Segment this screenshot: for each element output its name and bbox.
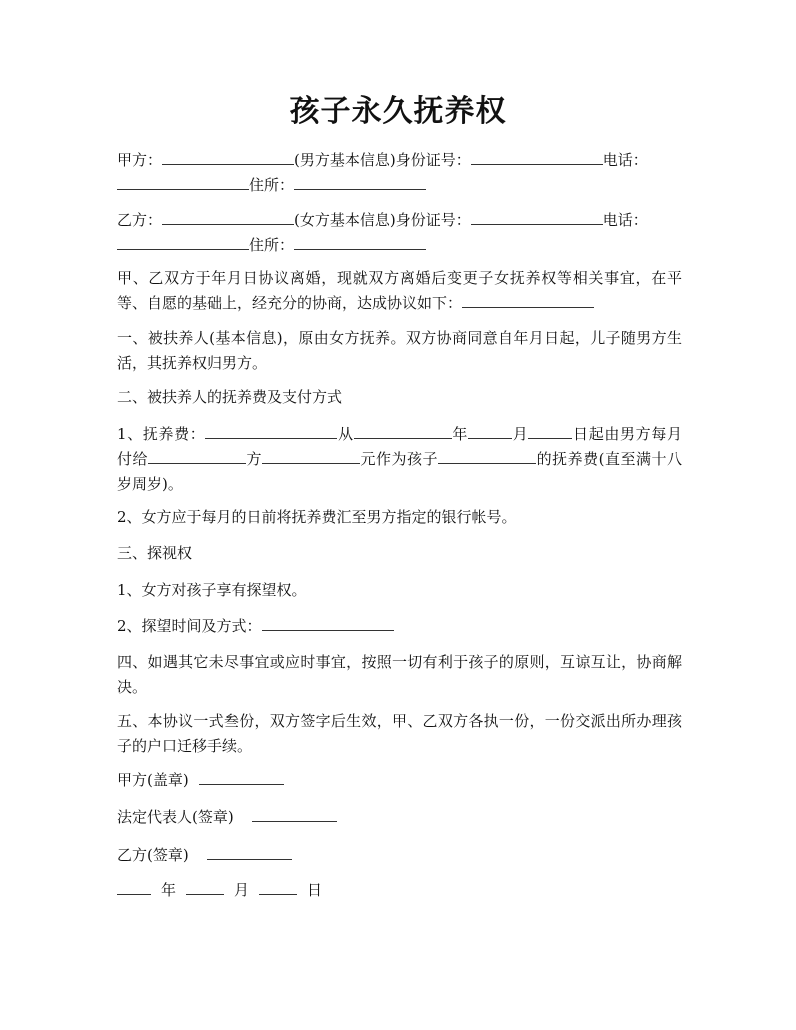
document-title: 孩子永久抚养权 xyxy=(289,94,507,129)
fee-end: 的抚养费(直至满十八岁周岁)。 xyxy=(117,450,682,493)
fee-day-text: 日起由男方每月付给 xyxy=(117,425,682,468)
fee-paragraph xyxy=(117,422,682,497)
fee-value-blank[interactable] xyxy=(262,447,360,464)
party-a-role: (男方基本信息)身份证号： xyxy=(294,151,471,169)
party-b-label: 乙方： xyxy=(117,211,163,229)
party-b-role: (女方基本信息)身份证号： xyxy=(294,211,471,229)
party-b-phone-label: 电话： xyxy=(602,211,648,229)
sign-representative-blank[interactable] xyxy=(252,805,337,822)
intro-blank[interactable] xyxy=(462,291,594,308)
party-b-phone-blank[interactable] xyxy=(117,233,249,250)
fee-as-child: 元作为孩子 xyxy=(360,450,439,468)
clause-1: 一、被扶养人(基本信息)，原由女方抚养。双方协商同意自年月日起，儿子随男方生活，其抚养权归男方。 xyxy=(117,329,682,372)
sign-party-a-blank[interactable] xyxy=(199,768,284,785)
fee-month: 月 xyxy=(512,425,529,443)
fee-child-name-blank[interactable] xyxy=(438,447,536,464)
sign-party-b-blank[interactable] xyxy=(207,843,292,860)
party-b-address-blank[interactable] xyxy=(294,233,426,250)
date-year-blank[interactable] xyxy=(117,878,151,895)
party-a-phone-label: 电话： xyxy=(602,151,648,169)
party-a-name-blank[interactable] xyxy=(162,148,294,165)
clause-3-heading: 三、探视权 xyxy=(117,544,193,562)
date-month-label: 月 xyxy=(234,881,250,899)
clause-2-heading: 二、被扶养人的抚养费及支付方式 xyxy=(117,388,343,406)
party-a-address-blank[interactable] xyxy=(294,173,426,190)
sign-party-a-label: 甲方(盖章) xyxy=(117,771,189,789)
visit-time-blank[interactable] xyxy=(262,614,394,631)
visit-clause-1: 1、女方对孩子享有探望权。 xyxy=(117,581,307,599)
fee-day-blank[interactable] xyxy=(528,422,572,439)
fee-label: 1、抚养费： xyxy=(117,425,206,443)
party-a-id-blank[interactable] xyxy=(471,148,603,165)
date-year-label: 年 xyxy=(161,881,177,899)
intro-text: 甲、乙双方于年月日协议离婚，现就双方离婚后变更子女抚养权等相关事宜，在平等、自愿的基础上，经充分的协商，达成协议如下： xyxy=(117,269,682,312)
visit-time-label: 2、探望时间及方式： xyxy=(117,617,262,635)
visit-clause-2 xyxy=(117,614,682,639)
sign-representative-label: 法定代表人(签章) xyxy=(117,808,234,826)
party-a-phone-blank[interactable] xyxy=(117,173,249,190)
fee-clause-2: 2、女方应于每月的日前将抚养费汇至男方指定的银行帐号。 xyxy=(117,508,517,526)
fee-amount-blank[interactable] xyxy=(205,422,337,439)
party-b-id-blank[interactable] xyxy=(471,208,603,225)
sign-party-b-label: 乙方(签章) xyxy=(117,846,189,864)
intro-paragraph xyxy=(117,266,682,316)
fee-year: 年 xyxy=(451,425,469,443)
sign-party-b xyxy=(117,843,682,868)
sign-party-a xyxy=(117,768,682,793)
fee-start-blank[interactable] xyxy=(354,422,452,439)
clause-4: 四、如遇其它未尽事宜或应时事宜，按照一切有利于孩子的原则，互谅互让，协商解决。 xyxy=(117,653,682,696)
date-line xyxy=(117,878,682,903)
sign-representative xyxy=(117,805,682,830)
date-day-blank[interactable] xyxy=(259,878,297,895)
fee-month-blank[interactable] xyxy=(468,422,512,439)
fee-payee-blank[interactable] xyxy=(148,447,246,464)
party-b-name-blank[interactable] xyxy=(162,208,294,225)
fee-from: 从 xyxy=(337,425,354,443)
clause-5: 五、本协议一式叁份，双方签字后生效，甲、乙双方各执一份，一份交派出所办理孩子的户口迁移手续。 xyxy=(117,712,682,755)
date-day-label: 日 xyxy=(307,881,323,899)
date-month-blank[interactable] xyxy=(186,878,224,895)
party-a-address-label: 住所： xyxy=(249,176,295,194)
party-b-info xyxy=(117,208,682,258)
party-a-info xyxy=(117,148,682,198)
party-a-label: 甲方： xyxy=(117,151,163,169)
fee-side: 方 xyxy=(246,450,263,468)
party-b-address-label: 住所： xyxy=(249,236,295,254)
